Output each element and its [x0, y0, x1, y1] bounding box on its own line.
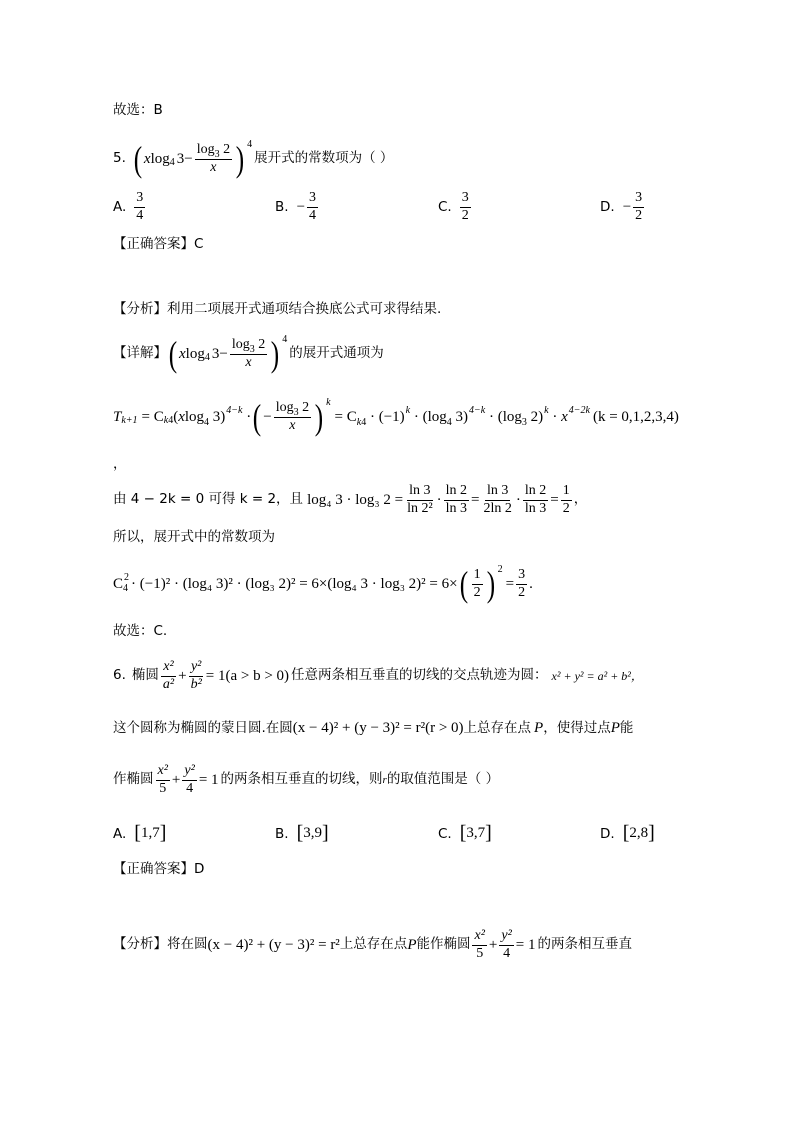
- q6-analysis: 【分析】将在圆 (x − 4)² + (y − 3)² = r² 上总存在点 P 能作椭圆 $\frac{\text{x²}}{5}$ + $\frac{\text{y²}}{4}$ = 1 的两条相互垂直: [113, 927, 633, 961]
- log-base: 4: [169, 157, 175, 168]
- q6-line-3: 作椭圆 $\frac{\text{x²}}{5}$ + $\frac{\text{y²}}{4}$ = 1 的两条相互垂直的切线，则 r 的取值范围是（ ）: [113, 762, 500, 796]
- q5-correct-answer: 【正确答案】C: [113, 236, 204, 252]
- q5-option-b: B. − $\frac{3}{4}$: [275, 190, 317, 223]
- q6-line-1: 6. 椭圆 $\frac{\text{x²}}{\text{a²}}$ + $\frac{\text{y²}}{\text{b²}}$ = 1(a > b > 0) 任意两条相互垂直的切线的交点轨迹为圆： x² + y² = a² + b²，: [113, 658, 643, 692]
- detail-fraction: $\frac{\log_3 2}{x}$: [231, 336, 266, 370]
- q6-line-2: 这个圆称为椭圆的蒙日圆.在圆 (x − 4)² + (y − 3)² = r²(r > 0) 上总存在点 P ，使得过点 P 能: [113, 719, 634, 736]
- q5-option-a: A. $\frac{3}{4}$: [113, 190, 144, 223]
- paren-close: ): [271, 334, 280, 374]
- detail-label: 【详解】: [113, 345, 167, 362]
- q5-number: 5.: [113, 150, 126, 167]
- paren-open: (: [168, 334, 178, 374]
- minus-sign: −: [184, 150, 193, 167]
- q5-stem: [113, 138, 393, 180]
- q5-detail-line: 【详解】 ( x log 4 3 − $\frac{\log_3 2}{x}$ ) 4 的展开式通项为: [113, 334, 384, 374]
- q5-option-d: D. − $\frac{3}{2}$: [600, 190, 643, 223]
- log-text: log: [150, 150, 170, 167]
- q5-analysis: 【分析】利用二项展开式通项结合换底公式可求得结果.: [113, 301, 442, 317]
- power: 4: [247, 139, 253, 150]
- q5-stem-tail: 展开式的常数项为（ ）: [254, 150, 394, 167]
- q6-option-d: D. [ 2,8 ]: [600, 822, 655, 844]
- q6-option-a: A. [ 1,7 ]: [113, 822, 167, 844]
- var-x: x: [143, 150, 151, 167]
- q6-option-b: B. [ 3,9 ]: [275, 822, 329, 844]
- q4-answer-line: 故选：B: [113, 102, 163, 118]
- log-arg: 3: [176, 150, 185, 167]
- q5-stem-fraction: $\frac{\log_3 2}{x}$: [196, 141, 231, 175]
- q5-final: 故选：C.: [113, 623, 168, 639]
- paren-close: ): [235, 139, 245, 179]
- detail-tail: 的展开式通项为: [289, 345, 384, 362]
- paren-open: (: [133, 139, 143, 179]
- comma-line: ，: [113, 456, 127, 472]
- q6-correct-answer: 【正确答案】D: [113, 861, 205, 877]
- q5-option-c: C. $\frac{3}{2}$: [438, 190, 469, 223]
- q5-so-text: 所以，展开式中的常数项为: [113, 529, 275, 545]
- q5-constant-term: C 2 4 · (−1)² · (log₄ 3)² · (log₃ 2)² = 6×(log₄ 3 · log₃ 2)² = 6× ( $\frac{1}{2}$ ) 2 = $\frac{3}{2}$ .: [113, 564, 533, 604]
- q5-step-line: 由 4 − 2k = 0 可得 k = 2，且 log₄ 3 · log₃ 2 = $\frac{\ln 3}{\text{ln 2²}}$ · $\frac{\ln 2}{\ln 3}$ = $\frac{\ln 3}{2\ln 2}$ · $\frac{\ln 2}{\ln 3}$ = $\frac{1}{2}$ ，: [113, 482, 588, 516]
- q6-option-c: C. [ 3,7 ]: [438, 822, 492, 844]
- q5-general-term: T k+1 = C k 4 (xlog$_4$ 3)$^{4-k}$ · ( − $\frac{\log_3 2}{x}$ ) k = $C_{k4} \cdot (-1)^k \cdot (\log_4$ $3)^{4-k} \cdot (\log_3$ $2)^k \cdot x^{4-2k}$ (k = 0,1,2,3,4): [113, 397, 679, 437]
